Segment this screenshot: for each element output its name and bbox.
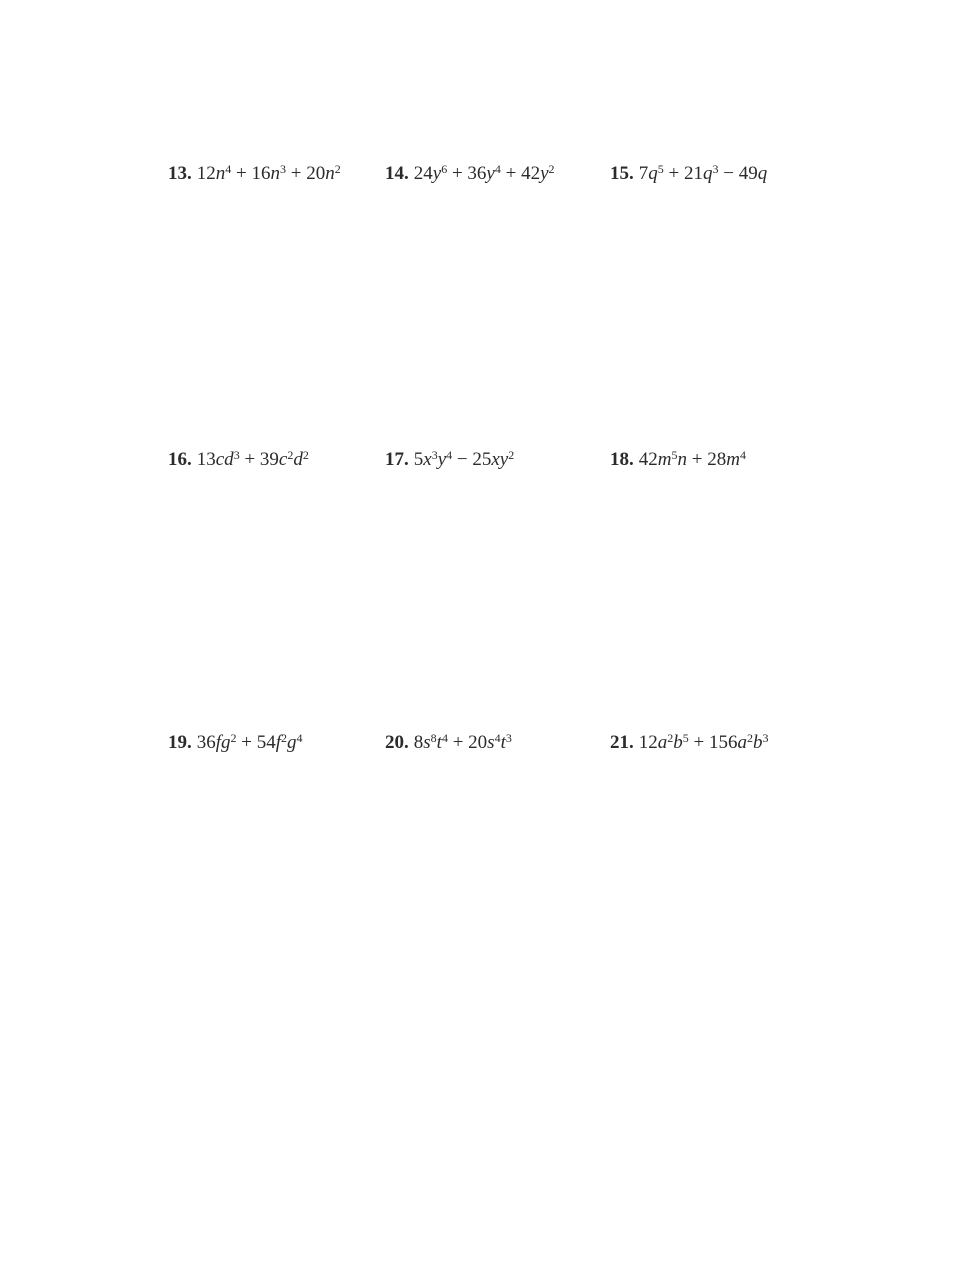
- problem-number: 18.: [610, 449, 634, 470]
- problem-item-18: [610, 448, 746, 472]
- problem-item-21: [610, 731, 768, 755]
- problem-expression: $24y^6 + 36y^4 + 42y^2$: [413, 162, 555, 184]
- problem-number: 17.: [385, 449, 409, 470]
- problem-expression: $42m^5n + 28m^4$: [638, 448, 746, 470]
- problem-expression: $13cd^3 + 39c^2d^2$: [196, 448, 309, 470]
- problem-item-19: [168, 731, 303, 755]
- problem-expression: $12n^4 + 16n^3 + 20n^2$: [196, 162, 341, 184]
- problem-number: 19.: [168, 732, 192, 753]
- problem-item-20: [385, 731, 512, 755]
- problem-expression: $12a^2b^5 + 156a^2b^3$: [638, 731, 769, 753]
- problem-expression: $5x^3y^4 - 25xy^2$: [413, 448, 515, 470]
- problem-expression: $36fg^2 + 54f^2g^4$: [196, 731, 303, 753]
- problem-item-17: [385, 448, 514, 472]
- problem-number: 16.: [168, 449, 192, 470]
- problem-number: 13.: [168, 163, 192, 184]
- problem-number: 20.: [385, 732, 409, 753]
- problem-item-16: [168, 448, 309, 472]
- problem-expression: $8s^8t^4 + 20s^4t^3$: [413, 731, 512, 753]
- problem-item-14: [385, 162, 555, 186]
- problem-number: 15.: [610, 163, 634, 184]
- problem-item-15: [610, 162, 767, 186]
- problem-number: 14.: [385, 163, 409, 184]
- problem-expression: $7q^5 + 21q^3 - 49q$: [638, 162, 768, 184]
- problem-item-13: [168, 162, 341, 186]
- problem-number: 21.: [610, 732, 634, 753]
